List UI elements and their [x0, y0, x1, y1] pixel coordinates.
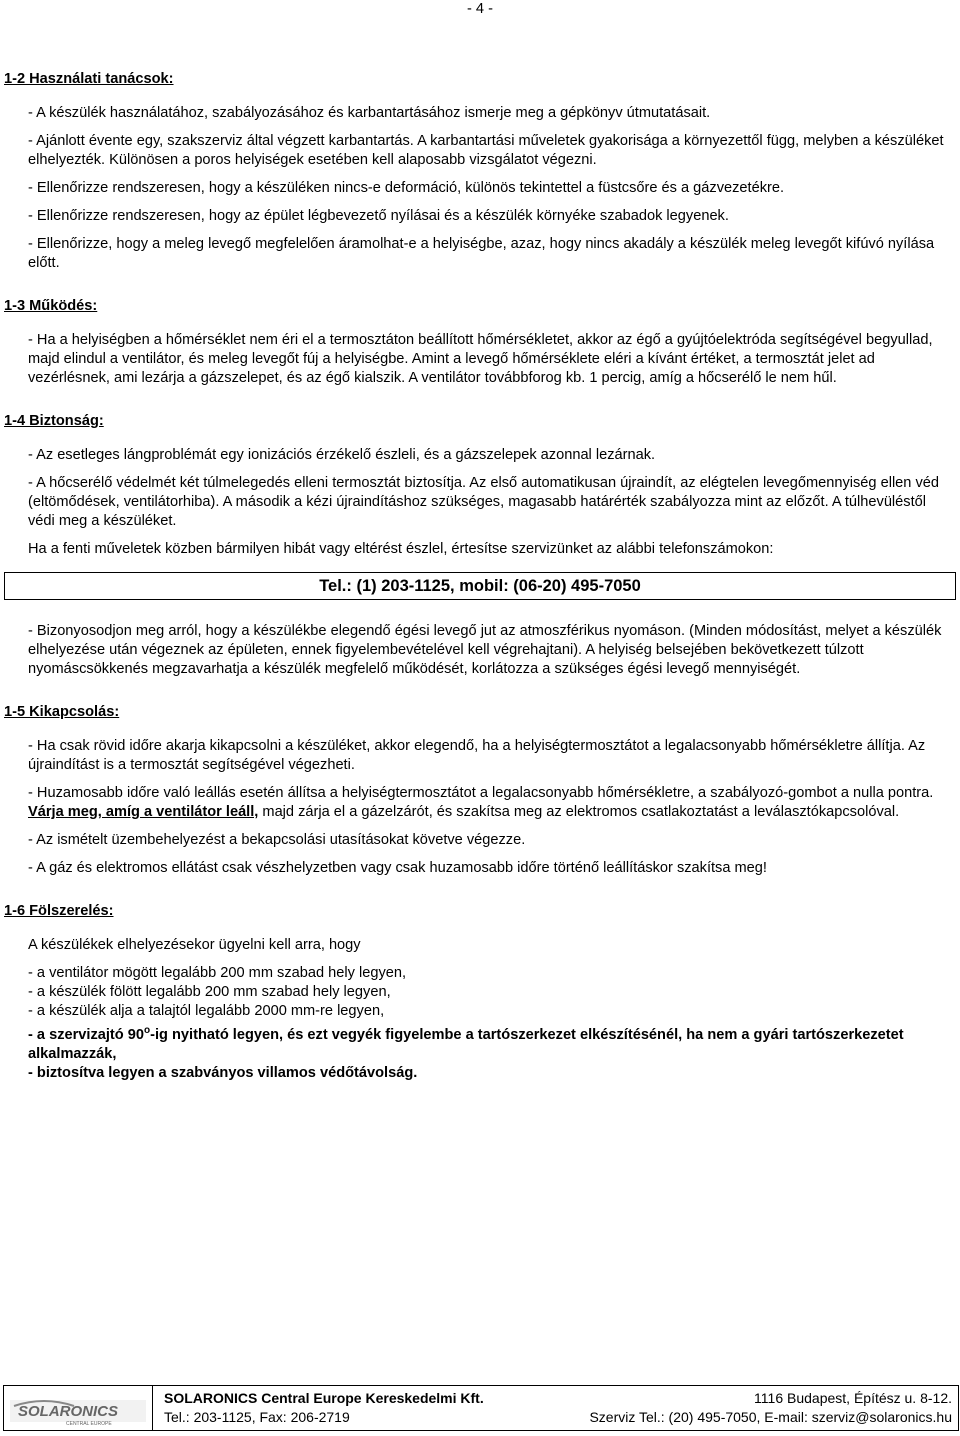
logo-subtext: CENTRAL EUROPE: [66, 1421, 112, 1427]
paragraph: - Ha csak rövid időre akarja kikapcsolni a készüléket, akkor elegendő, ha a helyiségtermosztátot a legalacsonyabb hőmérsékletre állítja. Az újraindítást is a termosztát segítségével végezheti.: [28, 738, 926, 773]
company-phone: Tel.: 203-1125, Fax: 206-2719: [164, 1409, 350, 1425]
company-logo: [4, 1386, 153, 1430]
section-usage-tips: [0, 70, 955, 273]
section-title-safety: 1-4 Biztonság:: [4, 413, 104, 429]
paragraph: A készülékek elhelyezésekor ügyelni kell arra, hogy: [28, 937, 361, 953]
service-contact: Szerviz Tel.: (20) 495-7050, E-mail: szerviz@solaronics.hu: [589, 1409, 952, 1425]
emphasis-text: Várja meg, amíg a ventilátor leáll,: [28, 804, 259, 820]
text-run: - a szervizajtó 90: [28, 1026, 144, 1043]
phone-box: Tel.: (1) 203-1125, mobil: (06-20) 495-7050: [4, 572, 956, 600]
section-installation: [0, 902, 955, 1083]
text-run: majd zárja el a gázelzárót, és szakítsa meg az elektromos csatlakoztatást a leválasztókapcsolóval.: [258, 804, 900, 820]
logo-text: SOLARONICS: [18, 1403, 119, 1420]
footer-row: [164, 1389, 952, 1408]
text-run: -ig nyitható legyen, és ezt vegyék figyelembe a tartószerkezet elkészítésénél, ha nem a gyári tartószerkezetet alkalmazzák,: [28, 1026, 904, 1062]
company-name: SOLARONICS Central Europe Kereskedelmi Kft.: [164, 1390, 484, 1406]
footer: [3, 1385, 959, 1431]
paragraph: Ha a fenti műveletek közben bármilyen hibát vagy eltérést észlel, értesítse szervizünket az alábbi telefonszámokon:: [28, 541, 774, 557]
paragraph: - Bizonyosodjon meg arról, hogy a készülékbe elegendő égési levegő jut az atmoszférikus nyomáson. (Minden módosítást, melyet a készülék elhelyezése után végeznek az épületen, ennek figyelembevételével kell végrehajtani). A helyiség belsejében bekövetkezett túlzott nyomáscsökkenés megzavarhatja a készülék megfelelő működését, korlátozza a szükséges égési levegő mennyiségét.: [28, 623, 942, 677]
paragraph: [28, 784, 955, 822]
paragraph: - Az esetleges lángproblémát egy ionizációs érzékelő észleli, és a gázszelepek azonnal lezárnak.: [28, 447, 656, 463]
list-item: - a készülék fölött legalább 200 mm szabad hely legyen,: [28, 984, 391, 1000]
paragraph: - Ellenőrizze rendszeresen, hogy az épület légbevezető nyílásai és a készülék környéke szabadok legyenek.: [28, 208, 729, 224]
list-item: - a készülék alja a talajtól legalább 2000 mm-re legyen,: [28, 1003, 385, 1019]
paragraph: - Ellenőrizze, hogy a meleg levegő megfelelően áramolhat-e a helyiségbe, azaz, hogy nincs akadály a készülék meleg levegőt kifúvó nyílása előtt.: [28, 236, 935, 271]
document-body: [0, 70, 955, 1107]
paragraph: - A készülék használatához, szabályozásához és karbantartásához ismerje meg a gépkönyv útmutatásait.: [28, 105, 711, 121]
section-operation: [0, 297, 955, 388]
section-title-operation: 1-3 Működés:: [4, 298, 98, 314]
footer-row: [164, 1408, 952, 1427]
list-item: - biztosítva legyen a szabványos villamos védőtávolság.: [28, 1064, 418, 1081]
degree-sup: o: [144, 1025, 151, 1036]
section-title-usage-tips: 1-2 Használati tanácsok:: [4, 71, 174, 87]
page-number: - 4 -: [467, 1, 493, 17]
section-title-installation: 1-6 Fölszerelés:: [4, 903, 114, 919]
text-run: - Huzamosabb időre való leállás esetén állítsa a helyiségtermosztátot a legalacsonyabb hőmérsékletre, a szabályozó-gombot a nulla pontra.: [28, 785, 934, 801]
section-title-shutdown: 1-5 Kikapcsolás:: [4, 704, 120, 720]
paragraph: - A gáz és elektromos ellátást csak vészhelyzetben vagy csak huzamosabb időre történő leállításkor szakítsa meg!: [28, 860, 767, 876]
paragraph: - Ha a helyiségben a hőmérséklet nem éri el a termosztáton beállított hőmérsékletet, akkor az égő a gyújtóelektróda segítségével begyullad, majd elindul a ventilátor, és meleg levegőt fúj a helyiségbe. Amint a levegő hőmérséklete eléri a kívánt értéket, a termosztát jelet ad vezérlésnek, ami lezárja a gázszelepet, és az égő kialszik. A ventilátor továbbforog kb. 1 percig, amíg a hőcserélő le nem hűl.: [28, 332, 933, 386]
paragraph: - Ellenőrizze rendszeresen, hogy a készüléken nincs-e deformáció, különös tekintettel a füstcsőre és a gázvezetékre.: [28, 180, 785, 196]
solaronics-logo-icon: [4, 1386, 152, 1430]
paragraph: - Ajánlott évente egy, szakszerviz által végzett karbantartás. A karbantartási műveletek gyakorisága a környezettől függ, melyben a készüléket elhelyezték. Különösen a poros helyiségek esetében kell alaposabb vizsgálatot végezni.: [28, 133, 944, 168]
footer-text: [164, 1389, 952, 1427]
list-item: [28, 1021, 955, 1064]
paragraph: - A hőcserélő védelmét két túlmelegedés elleni termosztát biztosítja. Az első automatikusan újraindít, az elégtelen levegőmennyiség ellen véd (eltömődések, ventilátorhiba). A második a kézi újraindításhoz szükséges, magasabb határérték szabályozza mint az előzőt. A túlhevüléstől védi meg a készüléket.: [28, 475, 940, 529]
company-address: 1116 Budapest, Építész u. 8-12.: [754, 1390, 952, 1406]
list-item: - a ventilátor mögött legalább 200 mm szabad hely legyen,: [28, 965, 407, 981]
section-shutdown: [0, 703, 955, 878]
paragraph: - Az ismételt üzembehelyezést a bekapcsolási utasításokat követve végezze.: [28, 832, 526, 848]
section-safety: [0, 412, 955, 679]
